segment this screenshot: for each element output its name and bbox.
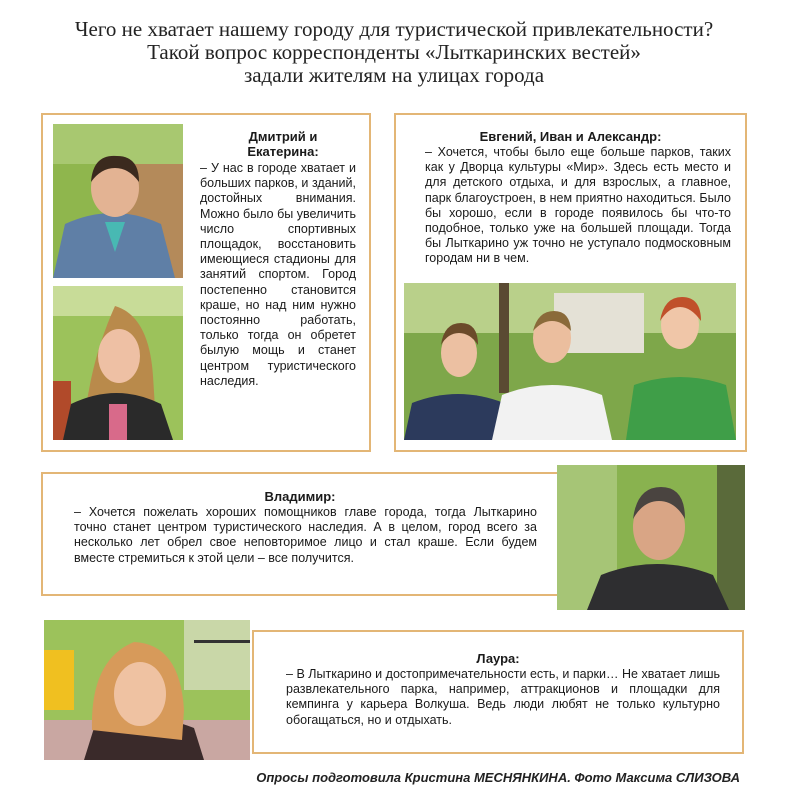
photo-three-boys bbox=[404, 283, 736, 440]
photo-laura bbox=[44, 620, 250, 760]
interview-box-laura bbox=[252, 630, 744, 754]
photo-credit: Опросы подготовила Кристина МЕСНЯНКИНА. Фото Максима СЛИЗОВА bbox=[256, 770, 740, 785]
interview-quote: – В Лыткарино и достопримечательности есть, и парки… Не хватает лишь развлекательного парка, например, аттракционов и площадки для кемпинга у карьера Волкуша. Ведь люди любят не только культурно обогащаться, но и отдыхать. bbox=[286, 667, 720, 727]
headline-line-2: Такой вопрос корреспонденты «Лыткаринских вестей» bbox=[147, 40, 641, 64]
photo-vladimir bbox=[557, 465, 745, 610]
interview-quote: – Хочется пожелать хороших помощников главе города, тогда Лыткарино точно станет центром туристического наследия. А в целом, город всего за несколько лет обрел свое неповторимое лицо и стал краше. Если будем вместе стремиться к этой цели – все получится. bbox=[74, 505, 537, 565]
headline-line-3: задали жителям на улицах города bbox=[243, 63, 545, 87]
photo-ekaterina bbox=[53, 286, 183, 440]
headline-line-1: Чего не хватает нашему городу для туристической привлекательности? bbox=[74, 17, 714, 41]
interview-name: Владимир: bbox=[264, 489, 336, 504]
headline bbox=[0, 18, 788, 87]
interview-name: Евгений, Иван и Александр: bbox=[479, 129, 662, 144]
interview-quote: – Хочется, чтобы было еще больше парков, таких как у Дворца культуры «Мир». Здесь есть место и для детского отдыха, и для взрослых, а главное, парк благоустроен, в нем приятно находиться. Было бы хорошо, если в городе появилось бы что-то подобное, только уже на большей площади. Тогда бы Лыткарино уж точно не уступало подмосковным городам ни в чем. bbox=[425, 145, 731, 266]
photo-dmitry bbox=[53, 124, 183, 278]
interview-quote: – У нас в городе хватает и больших парков, и зданий, достойных внимания. Можно было бы увеличить число спортивных площадок, восстановить имеющиеся стадионы для занятий спортом. Город постепенно становится краше, но над ним нужно постоянно работать, только тогда он обретет былую мощь и станет центром туристического наследия. bbox=[200, 161, 356, 388]
interview-box-vladimir bbox=[41, 472, 559, 596]
interview-name: Дмитрий и Екатерина: bbox=[247, 129, 319, 159]
interview-name: Лаура: bbox=[476, 651, 520, 666]
